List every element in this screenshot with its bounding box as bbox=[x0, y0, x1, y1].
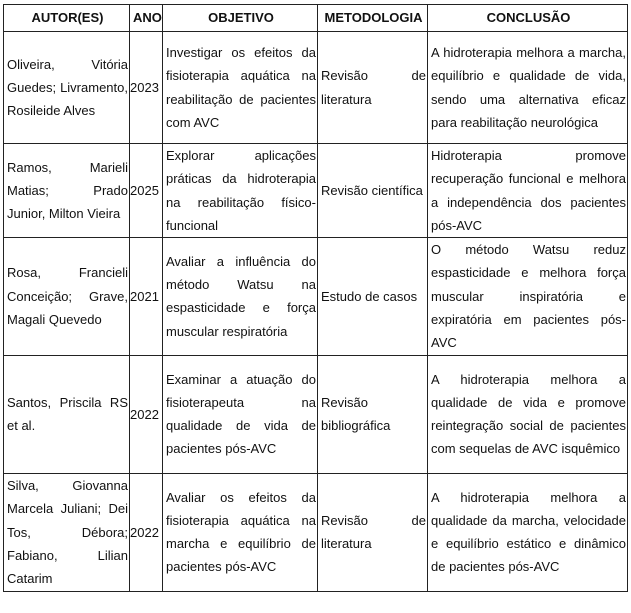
cell-metodologia: Revisão de literatura bbox=[318, 473, 428, 591]
cell-objetivo: Examinar a atuação do fisioterapeuta na qualidade de vida de pacientes pós-AVC bbox=[163, 355, 318, 473]
studies-table bbox=[3, 4, 628, 592]
cell-objetivo: Avaliar os efeitos da fisioterapia aquática na marcha e equilíbrio de pacientes pós-AVC bbox=[163, 473, 318, 591]
cell-metodologia: Revisão bibliográfica bbox=[318, 355, 428, 473]
table-row bbox=[4, 473, 628, 591]
cell-ano: 2023 bbox=[130, 32, 163, 144]
header-conclusao: CONCLUSÃO bbox=[428, 5, 628, 32]
header-objetivo: OBJETIVO bbox=[163, 5, 318, 32]
cell-ano: 2022 bbox=[130, 355, 163, 473]
cell-conclusao: Hidroterapia promove recuperação funcional e melhora a independência dos pacientes pós-AVC bbox=[428, 144, 628, 238]
table-row bbox=[4, 355, 628, 473]
cell-autor: Silva, Giovanna Marcela Juliani; Dei Tos, Débora; Fabiano, Lilian Catarim bbox=[4, 473, 130, 591]
cell-autor: Oliveira, Vitória Guedes; Livramento, Rosileide Alves bbox=[4, 32, 130, 144]
cell-objetivo: Investigar os efeitos da fisioterapia aquática na reabilitação de pacientes com AVC bbox=[163, 32, 318, 144]
cell-autor: Ramos, Marieli Matias; Prado Junior, Milton Vieira bbox=[4, 144, 130, 238]
cell-metodologia: Revisão de literatura bbox=[318, 32, 428, 144]
table-row bbox=[4, 238, 628, 355]
cell-conclusao: A hidroterapia melhora a marcha, equilíbrio e qualidade de vida, sendo uma alternativa eficaz para reabilitação neurológica bbox=[428, 32, 628, 144]
header-ano: ANO bbox=[130, 5, 163, 32]
cell-autor: Rosa, Francieli Conceição; Grave, Magali Quevedo bbox=[4, 238, 130, 355]
cell-ano: 2025 bbox=[130, 144, 163, 238]
cell-ano: 2022 bbox=[130, 473, 163, 591]
cell-metodologia: Revisão científica bbox=[318, 144, 428, 238]
header-metodologia: METODOLOGIA bbox=[318, 5, 428, 32]
cell-conclusao: O método Watsu reduz espasticidade e melhora força muscular inspiratória e expiratória em pacientes pós-AVC bbox=[428, 238, 628, 355]
cell-autor: Santos, Priscila RS et al. bbox=[4, 355, 130, 473]
cell-conclusao: A hidroterapia melhora a qualidade de vida e promove reintegração social de pacientes com sequelas de AVC isquêmico bbox=[428, 355, 628, 473]
cell-objetivo: Explorar aplicações práticas da hidroterapia na reabilitação físico-funcional bbox=[163, 144, 318, 238]
cell-conclusao: A hidroterapia melhora a qualidade da marcha, velocidade e equilíbrio estático e dinâmico de pacientes pós-AVC bbox=[428, 473, 628, 591]
cell-ano: 2021 bbox=[130, 238, 163, 355]
table-row bbox=[4, 144, 628, 238]
table-row bbox=[4, 32, 628, 144]
header-autores: AUTOR(ES) bbox=[4, 5, 130, 32]
header-row bbox=[4, 5, 628, 32]
cell-objetivo: Avaliar a influência do método Watsu na espasticidade e força muscular respiratória bbox=[163, 238, 318, 355]
cell-metodologia: Estudo de casos bbox=[318, 238, 428, 355]
